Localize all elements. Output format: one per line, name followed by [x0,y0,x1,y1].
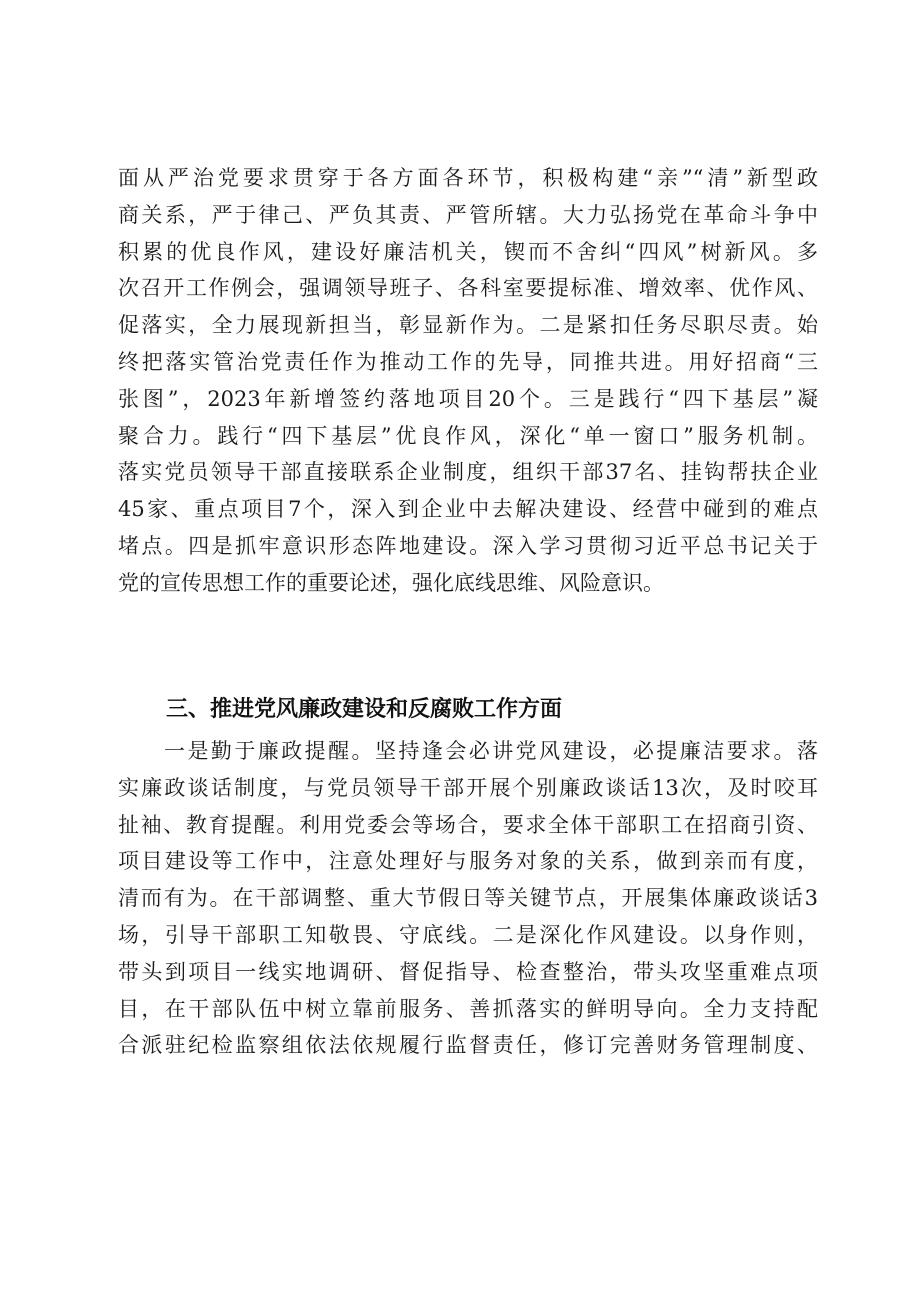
paragraph-line: 场，引导干部职工知敬畏、守底线。二是深化作风建设。以身作则， [118,922,818,947]
paragraph-line: 项目建设等工作中，注意处理好与服务对象的关系，做到亲而有度， [118,849,818,874]
paragraph-2 [118,733,818,1064]
paragraph-line: 一是勤于廉政提醒。坚持逢会必讲党风建设，必提廉洁要求。落 [164,739,818,763]
section-heading: 三、推进党风廉政建设和反腐败工作方面 [166,697,563,722]
paragraph-line: 面从严治党要求贯穿于各方面各环节，积极构建“亲”“清”新型政 [118,166,818,190]
paragraph-line: 合派驻纪检监察组依法依规履行监督责任，修订完善财务管理制度、 [118,1033,818,1058]
paragraph-line: 清而有为。在干部调整、重大节假日等关键节点，开展集体廉政谈话3 [118,886,818,911]
paragraph-line: 促落实，全力展现新担当，彰显新作为。二是紧扣任务尽职尽责。始 [118,313,818,338]
paragraph-line: 积累的优良作风，建设好廉洁机关，锲而不舍纠“四风”树新风。多 [118,239,818,264]
paragraph-line: 实廉政谈话制度，与党员领导干部开展个别廉政谈话13次，及时咬耳 [118,775,818,800]
paragraph-line: 终把落实管治党责任作为推动工作的先导，同推共进。用好招商“三 [118,349,818,374]
paragraph-line: 目，在干部队伍中树立靠前服务、善抓落实的鲜明导向。全力支持配 [118,996,818,1021]
paragraph-line: 党的宣传思想工作的重要论述，强化底线思维、风险意识。 [118,570,664,595]
paragraph-line: 堵点。四是抓牢意识形态阵地建设。深入学习贯彻习近平总书记关于 [118,533,818,558]
paragraph-line: 落实党员领导干部直接联系企业制度，组织干部37名、挂钩帮扶企业 [118,460,818,485]
paragraph-line: 聚合力。践行“四下基层”优良作风，深化“单一窗口”服务机制。 [118,423,818,448]
paragraph-line: 次召开工作例会，强调领导班子、各科室要提标准、增效率、优作风、 [118,276,818,301]
paragraph-line: 带头到项目一线实地调研、督促指导、检查整治，带头攻坚重难点项 [118,959,818,984]
paragraph-line: 商关系，严于律己、严负其责、严管所辖。大力弘扬党在革命斗争中 [118,202,818,227]
paragraph-line: 45家、重点项目7个，深入到企业中去解决建设、经营中碰到的难点 [118,497,818,522]
paragraph-line: 扯袖、教育提醒。利用党委会等场合，要求全体干部职工在招商引资、 [118,812,818,837]
paragraph-line: 张图”，2023年新增签约落地项目20个。三是践行“四下基层”凝 [118,386,818,411]
paragraph-1 [118,160,818,602]
